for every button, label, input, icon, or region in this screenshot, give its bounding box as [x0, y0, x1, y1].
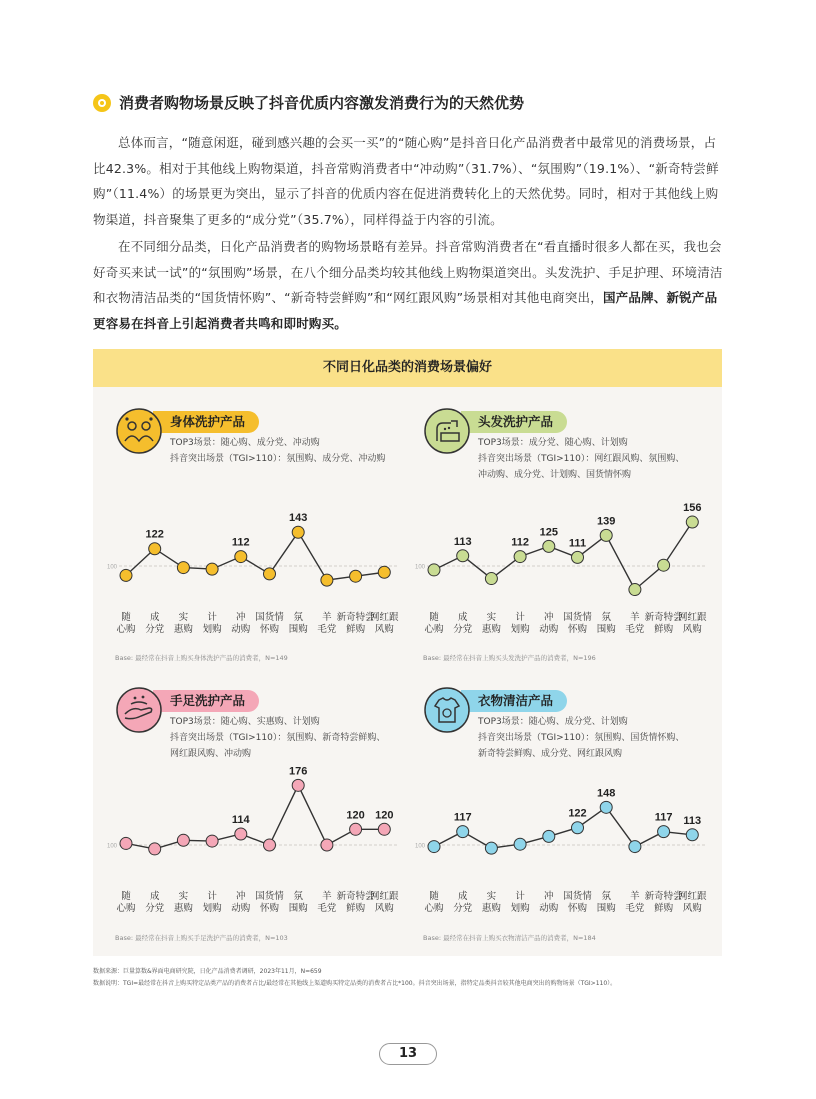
- data-point: [572, 551, 584, 563]
- category-label: 身体洗护产品: [153, 411, 259, 433]
- data-label: 113: [453, 535, 472, 548]
- data-label: 156: [683, 502, 702, 515]
- tick-label: 冲: [544, 891, 554, 902]
- tick-label: 划购: [202, 903, 222, 914]
- tick-label: 动购: [231, 624, 251, 635]
- tick-label: 氛: [293, 891, 303, 902]
- tick-label: 鲜购: [346, 624, 366, 635]
- footnote-source: 数据来源：巨量算数&界面电商研究院，日化产品消费者调研，2023年11月，N=659: [93, 968, 322, 975]
- data-point: [206, 835, 218, 847]
- page-number: 13: [379, 1043, 437, 1065]
- footnote-note: 数据说明：TGI=最经常在抖音上购买特定品类产品的消费者占比/最经常在其他线上渠道购买特定品类的消费者占比*100。抖音突出场景，指特定品类抖音较其他电商突出的购物场景（TGI>110）。: [93, 980, 617, 987]
- data-point: [600, 801, 612, 813]
- category-label: 头发洗护产品: [461, 411, 567, 433]
- data-point: [629, 584, 641, 596]
- data-label: 122: [145, 528, 164, 541]
- line-chart: [93, 395, 407, 677]
- data-point: [543, 540, 555, 552]
- tick-label: 鲜购: [346, 903, 366, 914]
- chart-panel: [93, 349, 722, 956]
- data-point: [457, 826, 469, 838]
- tick-label: 计: [515, 891, 525, 902]
- tick-label: 划购: [510, 903, 530, 914]
- tick-label: 氛: [601, 891, 611, 902]
- tick-label: 围购: [288, 903, 308, 914]
- tgi-line: 网红跟风购、冲动购: [170, 749, 252, 759]
- data-label: 112: [511, 536, 529, 549]
- reference-label: 100: [106, 843, 117, 850]
- data-point: [177, 562, 189, 574]
- data-point: [264, 568, 276, 580]
- data-point: [292, 526, 304, 538]
- tick-label: 成: [457, 891, 468, 902]
- data-point: [292, 779, 304, 791]
- data-point: [629, 841, 641, 853]
- category-label: 手足洗护产品: [153, 690, 259, 712]
- tick-label: 动购: [539, 624, 559, 635]
- tick-label: 心购: [116, 624, 136, 635]
- chart-cell-laundry: [401, 674, 715, 956]
- data-point: [235, 828, 247, 840]
- tick-label: 心购: [116, 903, 136, 914]
- chart-cell-hand-foot-care: [93, 674, 407, 956]
- top3-line: TOP3场景：成分党、随心购、计划购: [478, 438, 628, 448]
- data-point: [686, 516, 698, 528]
- data-label: 120: [375, 809, 394, 822]
- tick-label: 心购: [424, 624, 444, 635]
- tick-label: 氛: [601, 612, 611, 623]
- tick-label: 随: [429, 891, 439, 902]
- tick-label: 惠购: [173, 624, 193, 635]
- data-point: [485, 573, 497, 585]
- tick-label: 羊: [630, 612, 640, 623]
- series-line: [434, 807, 692, 848]
- tick-label: 实: [486, 891, 497, 902]
- tick-label: 惠购: [173, 903, 193, 914]
- reference-label: 100: [106, 564, 117, 571]
- data-label: 120: [346, 809, 365, 822]
- tgi-line: 抖音突出场景（TGI>110）：氛围购、新奇特尝鲜购、: [170, 733, 386, 743]
- tick-label: 风购: [682, 624, 702, 635]
- paragraph-1: 总体而言，“随意闲逛，碰到感兴趣的会买一买”的“随心购”是抖音日化产品消费者中最常见的消费场景，占比42.3%。相对于其他线上购物渠道，抖音常购消费者中“冲动购”（31.7%）、“氛围购”（19.1%）、“新奇特尝鲜购”（11.4%）的场景更为突出，显示了抖音的优质内容在促进消费转化上的天然优势。同时，相对于其他线上购物渠道，抖音聚集了更多的“成分党”（35.7%），同样得益于内容的引流。: [93, 135, 719, 227]
- tick-label: 国货情: [255, 612, 284, 623]
- line-chart: [93, 674, 407, 956]
- tick-label: 分党: [145, 903, 165, 914]
- tick-label: 毛党: [317, 624, 337, 635]
- data-point: [177, 834, 189, 846]
- panel-title: 不同日化品类的消费场景偏好: [93, 349, 722, 387]
- tick-label: 羊: [630, 891, 640, 902]
- tick-label: 怀购: [259, 624, 280, 635]
- section-header: [93, 92, 524, 113]
- tick-label: 新奇特尝: [336, 612, 375, 623]
- tick-label: 毛党: [317, 903, 337, 914]
- data-point: [235, 551, 247, 563]
- data-point: [514, 551, 526, 563]
- tick-label: 风购: [374, 903, 394, 914]
- tick-label: 网红跟: [678, 891, 707, 902]
- tick-label: 实: [178, 891, 189, 902]
- data-point: [378, 566, 390, 578]
- reference-label: 100: [414, 843, 425, 850]
- data-label: 148: [597, 787, 616, 800]
- tick-label: 成: [457, 612, 468, 623]
- tick-label: 氛: [293, 612, 303, 623]
- tick-label: 计: [515, 612, 525, 623]
- tick-label: 网红跟: [370, 891, 399, 902]
- data-point: [600, 529, 612, 541]
- data-point: [321, 574, 333, 586]
- tick-label: 风购: [374, 624, 394, 635]
- tick-label: 划购: [510, 624, 530, 635]
- tick-label: 网红跟: [370, 612, 399, 623]
- top3-line: TOP3场景：随心购、实惠购、计划购: [170, 717, 320, 727]
- tick-label: 分党: [453, 903, 473, 914]
- tick-label: 鲜购: [654, 903, 674, 914]
- tick-label: 网红跟: [678, 612, 707, 623]
- paragraph-2-text: 在不同细分品类，日化产品消费者的购物场景略有差异。抖音常购消费者在“看直播时很多人都在买，我也会好奇买来试一试”的“氛围购”场景，在八个细分品类均较其他线上购物渠道突出。头发洗护、手足护理、环境清洁和衣物清洁品类的“国货情怀购”、“新奇特尝鲜购”和“网红跟风购”场景相对其他电商突出，: [93, 239, 723, 305]
- series-line: [126, 532, 384, 580]
- data-point: [206, 563, 218, 575]
- data-label: 176: [289, 765, 308, 778]
- tick-label: 毛党: [625, 903, 645, 914]
- tick-label: 围购: [596, 624, 616, 635]
- data-label: 113: [683, 814, 702, 827]
- tick-label: 惠购: [481, 903, 501, 914]
- tick-label: 分党: [453, 624, 473, 635]
- tick-label: 羊: [322, 612, 332, 623]
- tick-label: 成: [149, 612, 160, 623]
- data-label: 139: [597, 515, 616, 528]
- data-point: [428, 564, 440, 576]
- tick-label: 计: [207, 612, 217, 623]
- tick-label: 国货情: [255, 891, 284, 902]
- base-note: Base: 最经常在抖音上购买手足洗护产品的消费者，N=103: [115, 934, 288, 942]
- tick-label: 羊: [322, 891, 332, 902]
- data-point: [350, 823, 362, 835]
- data-label: 114: [231, 814, 250, 827]
- base-note: Base: 最经常在抖音上购买头发洗护产品的消费者，N=196: [423, 654, 596, 662]
- data-point: [658, 559, 670, 571]
- tgi-line: 抖音突出场景（TGI>110）：氛围购、国货情怀购、: [478, 733, 685, 743]
- data-point: [149, 543, 161, 555]
- data-label: 112: [231, 536, 250, 549]
- tgi-line: 新奇特尝鲜购、成分党、网红跟风购: [478, 749, 623, 759]
- tick-label: 分党: [145, 624, 165, 635]
- data-point: [572, 822, 584, 834]
- tick-label: 新奇特尝: [644, 612, 683, 623]
- top3-line: TOP3场景：随心购、成分党、冲动购: [170, 438, 320, 448]
- tgi-line: 冲动购、成分党、计划购、国货情怀购: [478, 470, 632, 480]
- tick-label: 心购: [424, 903, 444, 914]
- data-point: [485, 842, 497, 854]
- reference-label: 100: [414, 564, 425, 571]
- tick-label: 怀购: [259, 903, 280, 914]
- data-point: [120, 837, 132, 849]
- tick-label: 新奇特尝: [336, 891, 375, 902]
- tick-label: 动购: [231, 903, 251, 914]
- tick-label: 随: [429, 612, 439, 623]
- data-label: 125: [539, 526, 558, 539]
- data-point: [321, 839, 333, 851]
- tick-label: 国货情: [563, 891, 592, 902]
- section-title: 消费者购物场景反映了抖音优质内容激发消费行为的天然优势: [119, 94, 525, 112]
- top3-line: TOP3场景：随心购、成分党、计划购: [478, 717, 628, 727]
- data-point: [457, 550, 469, 562]
- tick-label: 冲: [236, 891, 246, 902]
- data-point: [120, 569, 132, 581]
- data-label: 122: [568, 807, 587, 820]
- line-chart: [401, 395, 715, 677]
- data-point: [543, 830, 555, 842]
- base-note: Base: 最经常在抖音上购买衣物清洁产品的消费者，N=184: [423, 934, 596, 942]
- base-note: Base: 最经常在抖音上购买身体洗护产品的消费者，N=149: [115, 654, 288, 662]
- data-label: 117: [654, 811, 673, 824]
- data-point: [658, 826, 670, 838]
- paragraph-2: [93, 234, 723, 336]
- data-label: 117: [453, 811, 472, 824]
- data-point: [149, 843, 161, 855]
- data-point: [514, 838, 526, 850]
- tick-label: 成: [149, 891, 160, 902]
- tick-label: 划购: [202, 624, 222, 635]
- line-chart: [401, 674, 715, 956]
- tick-label: 动购: [539, 903, 559, 914]
- tick-label: 国货情: [563, 612, 592, 623]
- tick-label: 实: [486, 612, 497, 623]
- tick-label: 新奇特尝: [644, 891, 683, 902]
- bullet-icon: [93, 94, 111, 112]
- tick-label: 围购: [288, 624, 308, 635]
- chart-cell-hair-care: [401, 395, 715, 677]
- data-point: [264, 839, 276, 851]
- data-label: 143: [289, 512, 308, 525]
- tick-label: 计: [207, 891, 217, 902]
- tick-label: 围购: [596, 903, 616, 914]
- tick-label: 惠购: [481, 624, 501, 635]
- tick-label: 鲜购: [654, 624, 674, 635]
- data-point: [686, 829, 698, 841]
- tick-label: 随: [121, 612, 131, 623]
- data-point: [378, 823, 390, 835]
- data-label: 111: [568, 537, 587, 550]
- tick-label: 怀购: [567, 903, 588, 914]
- data-point: [350, 570, 362, 582]
- tick-label: 随: [121, 891, 131, 902]
- tgi-line: 抖音突出场景（TGI>110）：网红跟风购、氛围购、: [478, 454, 685, 464]
- tick-label: 冲: [236, 612, 246, 623]
- tick-label: 风购: [682, 903, 702, 914]
- tick-label: 冲: [544, 612, 554, 623]
- series-line: [434, 522, 692, 590]
- tick-label: 毛党: [625, 624, 645, 635]
- chart-cell-body-care: [93, 395, 407, 677]
- category-label: 衣物清洁产品: [461, 690, 567, 712]
- tgi-line: 抖音突出场景（TGI>110）：氛围购、成分党、冲动购: [170, 454, 386, 464]
- data-point: [428, 841, 440, 853]
- paragraph-2-highlight: 国产品牌、新锐产品更容易在抖音上引起消费者共鸣和即时购买。: [93, 290, 718, 331]
- tick-label: 实: [178, 612, 189, 623]
- tick-label: 怀购: [567, 624, 588, 635]
